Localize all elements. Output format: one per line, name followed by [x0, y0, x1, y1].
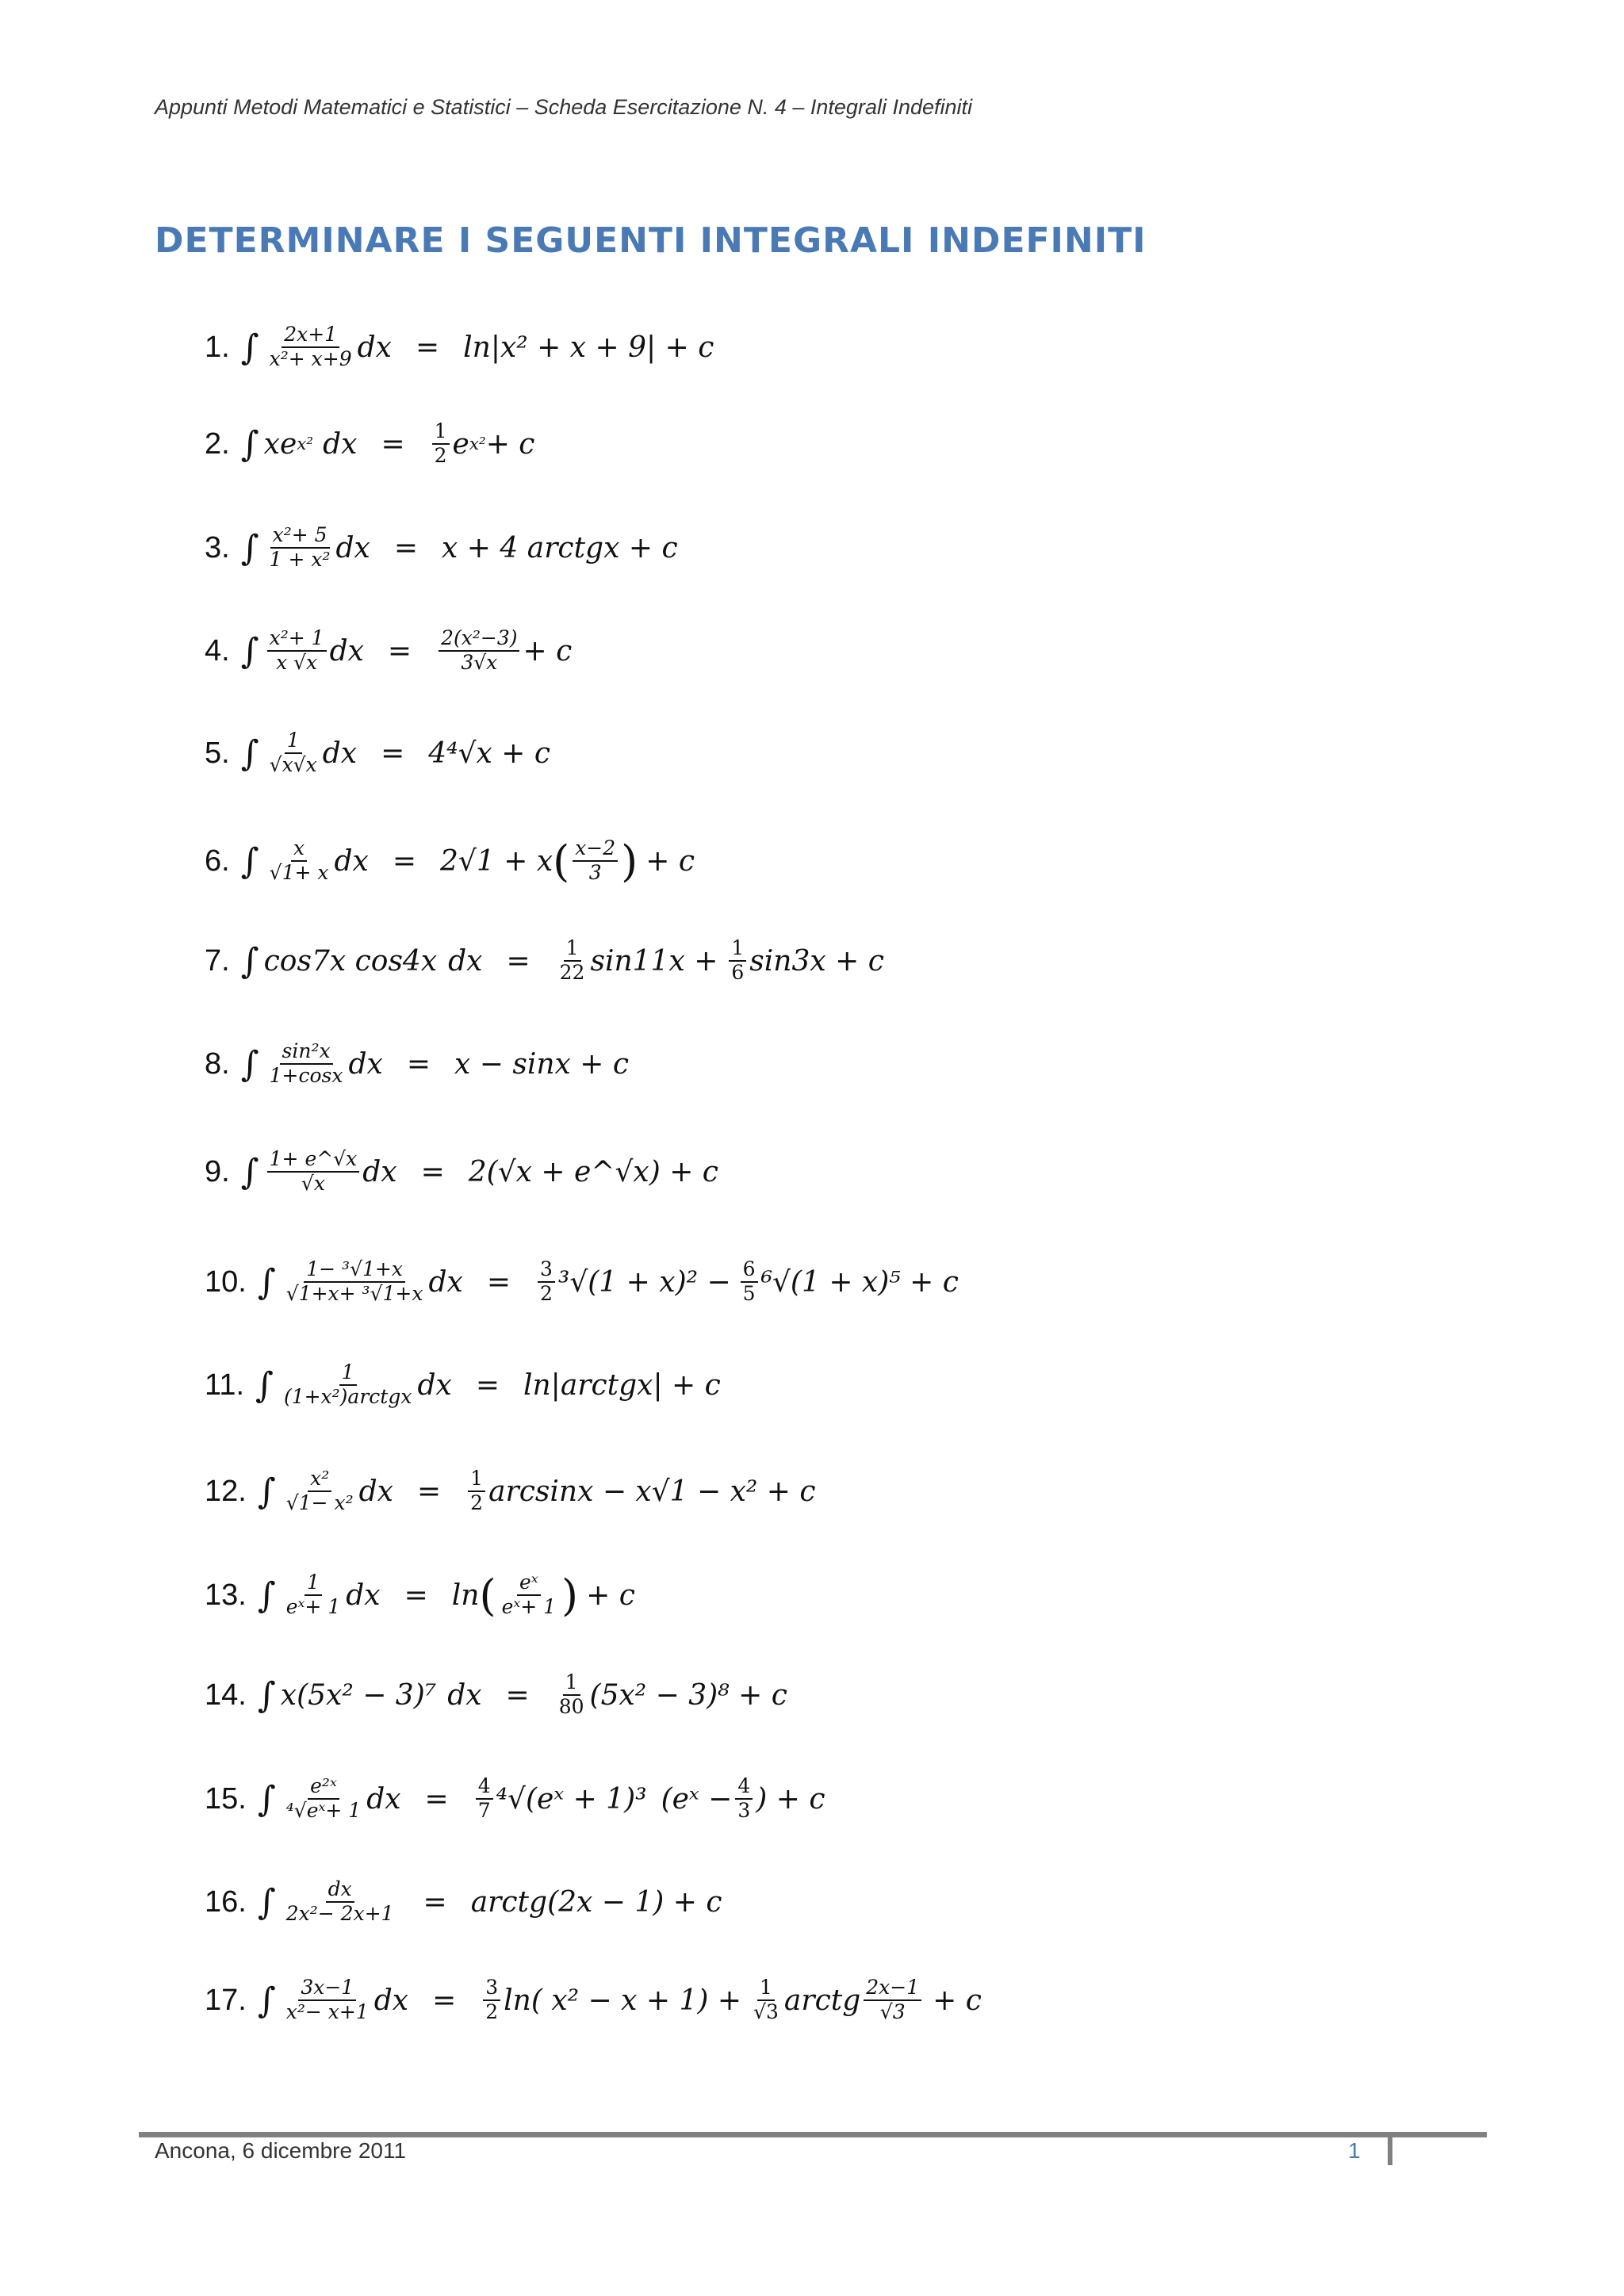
result: x − sinx + c — [454, 1047, 630, 1081]
integral-sign: ∫ — [257, 1575, 276, 1616]
coefficient-fraction — [557, 1671, 587, 1719]
result-term-2: ⁶√(1 + x)⁵ + c — [760, 1265, 959, 1299]
integrand-fraction — [267, 837, 331, 885]
integral-sign: ∫ — [240, 1151, 259, 1192]
integrand: x(5x² − 3)⁷ — [280, 1678, 437, 1712]
integrand-fraction — [267, 524, 333, 572]
numerator: x−2 — [573, 837, 618, 862]
integrand-exponent: x² — [297, 434, 314, 454]
result: arcsinx − x√1 − x² + c — [488, 1475, 816, 1508]
exercise-9 — [205, 1128, 1553, 1215]
denominator: √3 — [879, 2000, 906, 2023]
numerator: 1 — [757, 1976, 775, 2001]
numerator: x² — [308, 1468, 331, 1492]
differential: dx — [335, 531, 370, 564]
denominator: 2 — [539, 1282, 553, 1305]
integrand-fraction — [284, 1468, 356, 1515]
exercise-14 — [205, 1651, 1553, 1739]
result-term-2: sin3x + c — [749, 944, 884, 978]
differential: dx — [447, 1678, 482, 1712]
integral-sign: ∫ — [240, 327, 259, 368]
result-fraction — [573, 837, 618, 885]
integral-sign: ∫ — [255, 1364, 274, 1406]
exercise-number: 5. — [205, 736, 230, 770]
denominator: ⁴√eˣ+ 1 — [285, 1799, 362, 1822]
left-paren: ( — [479, 1570, 496, 1621]
coefficient-fraction — [432, 420, 450, 468]
result-term-1: ³√(1 + x)² − — [557, 1265, 731, 1299]
denominator: x²+ x+9 — [269, 347, 352, 370]
denominator: 80 — [558, 1695, 584, 1718]
numerator: 1 — [468, 1468, 485, 1492]
denominator: √x√x — [269, 753, 317, 776]
result-term-2: arctg — [783, 1984, 861, 2017]
differential: dx — [329, 634, 364, 668]
result-fraction — [864, 1976, 921, 2024]
equals-sign: = — [420, 1155, 445, 1188]
exercise-number: 14. — [205, 1678, 247, 1712]
numerator: sin²x — [280, 1040, 333, 1065]
exercise-number: 11. — [205, 1368, 245, 1402]
numerator: 3 — [538, 1258, 555, 1283]
differential: dx — [366, 1782, 401, 1816]
integrand-fraction — [282, 1361, 415, 1409]
differential: dx — [358, 1475, 393, 1508]
result-constant: + c — [933, 1984, 982, 2017]
result: e — [452, 427, 469, 461]
denominator: √1− x² — [285, 1491, 354, 1514]
differential: dx — [346, 1578, 381, 1612]
integrand-fraction — [284, 1258, 426, 1306]
left-paren: ( — [553, 836, 570, 886]
exercise-16 — [205, 1858, 1553, 1946]
exercise-1 — [205, 304, 1553, 391]
exercise-number: 16. — [205, 1885, 247, 1919]
denominator: 2x²− 2x+1 — [285, 1902, 394, 1925]
result: ln|arctgx| + c — [523, 1368, 721, 1402]
differential: dx — [428, 1265, 463, 1299]
exercise-12 — [205, 1448, 1553, 1535]
exercise-15 — [205, 1755, 1553, 1843]
coefficient-fraction — [557, 937, 588, 985]
numerator: 2x−1 — [864, 1976, 921, 2001]
exercise-number: 4. — [205, 633, 230, 668]
numerator: 1 — [729, 937, 746, 962]
coefficient-fraction — [538, 1258, 555, 1306]
footer-divider — [139, 2132, 1487, 2137]
result-fraction — [500, 1571, 558, 1619]
coefficient-fraction — [476, 1775, 493, 1823]
integral-sign: ∫ — [240, 940, 259, 982]
right-paren: ) — [561, 1570, 579, 1621]
numerator: 1 — [285, 729, 302, 754]
exercise-number: 6. — [205, 844, 230, 878]
differential: dx — [448, 944, 483, 978]
denominator: √1+ x — [269, 861, 329, 884]
result: 2(√x + e^√x) + c — [468, 1155, 718, 1188]
numerator: 1 — [304, 1571, 322, 1596]
numerator: 3 — [483, 1976, 500, 2001]
integral-sign: ∫ — [240, 1043, 259, 1085]
denominator: 1+cosx — [269, 1064, 343, 1087]
exercise-10 — [205, 1238, 1553, 1326]
result-term-1: sin11x + — [590, 944, 718, 978]
integrand-fraction — [267, 729, 320, 777]
result-constant: + c — [523, 634, 573, 668]
coefficient-fraction — [468, 1468, 485, 1515]
result-constant: + c — [485, 427, 535, 461]
denominator: (1+x²)arctgx — [283, 1385, 412, 1408]
result-constant: + c — [645, 844, 695, 878]
exercise-number: 1. — [205, 330, 230, 364]
denominator: √3 — [753, 2000, 779, 2023]
denominator: 6 — [731, 961, 745, 984]
numerator: e²ˣ — [308, 1775, 339, 1800]
result: 4⁴√x + c — [428, 737, 551, 770]
integral-sign: ∫ — [240, 630, 259, 672]
result-fraction — [439, 627, 519, 675]
integrand-fraction — [267, 323, 354, 371]
integral-sign: ∫ — [257, 1778, 276, 1820]
integrand-fraction — [267, 1040, 346, 1088]
exercise-7 — [205, 917, 1553, 1004]
footer-date: Ancona, 6 dicembre 2011 — [155, 2138, 407, 2163]
numerator: 6 — [741, 1258, 758, 1283]
equals-sign: = — [393, 531, 419, 564]
numerator: 1+ e^√x — [267, 1148, 360, 1173]
integral-sign: ∫ — [240, 423, 259, 465]
integral-sign: ∫ — [257, 1881, 276, 1923]
denominator: 2 — [434, 444, 447, 467]
denominator: 2 — [470, 1491, 484, 1514]
denominator: 1 + x² — [269, 548, 331, 571]
page-title: DETERMINARE I SEGUENTI INTEGRALI INDEFINITI — [155, 220, 1147, 261]
exercise-8 — [205, 1020, 1553, 1108]
integral-sign: ∫ — [257, 1980, 276, 2021]
equals-sign: = — [505, 1678, 530, 1712]
result-exponent: x² — [469, 434, 486, 454]
equals-sign: = — [424, 1782, 449, 1816]
differential: dx — [417, 1368, 452, 1402]
exercise-3 — [205, 504, 1553, 591]
numerator: 2x+1 — [282, 323, 339, 348]
exercise-number: 15. — [205, 1781, 247, 1816]
numerator: 4 — [735, 1775, 753, 1800]
denominator: √1+x+ ³√1+x — [285, 1282, 423, 1305]
equals-sign: = — [475, 1368, 500, 1402]
denominator: 3 — [737, 1799, 751, 1822]
numerator: x — [291, 837, 307, 862]
numerator: 2(x²−3) — [439, 627, 519, 652]
result: x + 4 arctgx + c — [442, 531, 678, 564]
integrand-fraction — [284, 1878, 396, 1926]
integrand-fraction — [284, 1976, 371, 2024]
numerator: 3x−1 — [298, 1976, 356, 2001]
equals-sign: = — [506, 944, 530, 978]
exercise-6 — [205, 817, 1553, 905]
result-term-2: ) + c — [756, 1782, 825, 1816]
integrand-fraction — [267, 627, 327, 675]
denominator: 7 — [477, 1799, 491, 1822]
integral-sign: ∫ — [240, 527, 259, 568]
exercise-number: 12. — [205, 1474, 247, 1508]
denominator: x √x — [276, 651, 318, 674]
denominator: 3 — [588, 861, 602, 884]
result-term-2-prefix: (eˣ − — [661, 1782, 733, 1816]
differential: dx — [348, 1047, 383, 1081]
equals-sign: = — [381, 737, 405, 770]
integral-sign: ∫ — [257, 1471, 276, 1512]
result-term-1: ln( x² − x + 1) + — [504, 1984, 742, 2017]
integrand-fraction — [284, 1571, 343, 1619]
exercise-number: 9. — [205, 1154, 230, 1188]
exercise-4 — [205, 607, 1553, 695]
equals-sign: = — [381, 427, 405, 461]
equals-sign: = — [416, 1475, 442, 1508]
differential: dx — [362, 1155, 397, 1188]
exercise-number: 2. — [205, 427, 230, 461]
coefficient-fraction — [483, 1976, 500, 2024]
coefficient-fraction — [729, 937, 746, 985]
differential: dx — [373, 1984, 409, 2017]
integrand: xe — [263, 427, 297, 461]
result-constant: + c — [586, 1578, 635, 1612]
numerator: 4 — [476, 1775, 493, 1800]
denominator: 5 — [742, 1282, 756, 1305]
differential: dx — [322, 737, 358, 770]
exercise-number: 3. — [205, 530, 230, 564]
right-paren: ) — [621, 836, 638, 886]
equals-sign: = — [387, 634, 412, 668]
integrand-fraction — [284, 1775, 363, 1823]
result: arctg(2x − 1) + c — [470, 1885, 722, 1919]
exercise-number: 7. — [205, 943, 230, 978]
denominator: 22 — [559, 961, 585, 984]
numerator: 1 — [564, 937, 581, 962]
result-term-1: ⁴√(eˣ + 1)³ — [496, 1782, 647, 1816]
numerator: eˣ — [517, 1571, 541, 1596]
page-number: 1 — [1348, 2138, 1361, 2163]
footer-tick — [1388, 2137, 1392, 2165]
exercise-number: 8. — [205, 1047, 230, 1081]
integral-sign: ∫ — [240, 840, 259, 882]
exercise-number: 17. — [205, 1983, 247, 2017]
denominator: eˣ+ 1 — [285, 1595, 341, 1618]
exercise-5 — [205, 710, 1553, 797]
equals-sign: = — [404, 1578, 428, 1612]
numerator: x²+ 5 — [270, 524, 330, 549]
exercise-2 — [205, 400, 1553, 488]
integrand-fraction — [267, 1148, 360, 1196]
differential: dx — [323, 427, 358, 461]
numerator: 1 — [432, 420, 450, 445]
result: ln|x² + x + 9| + c — [463, 331, 714, 364]
exercise-number: 13. — [205, 1578, 247, 1612]
equals-sign: = — [415, 331, 440, 364]
denominator: 3√x — [461, 651, 498, 674]
numerator: dx — [326, 1878, 354, 1903]
denominator: eˣ+ 1 — [501, 1595, 557, 1618]
equals-sign: = — [423, 1885, 447, 1919]
equals-sign: = — [432, 1984, 457, 2017]
numerator: 1 — [563, 1671, 580, 1696]
integral-sign: ∫ — [240, 733, 259, 774]
numerator: 1− ³√1+x — [304, 1258, 405, 1283]
result-prefix: 2√1 + x — [440, 844, 553, 878]
differential: dx — [357, 331, 392, 364]
denominator: √x — [301, 1172, 325, 1195]
coefficient-fraction — [735, 1775, 753, 1823]
numerator: x²+ 1 — [267, 627, 327, 652]
coefficient-fraction — [741, 1258, 758, 1306]
equals-sign: = — [406, 1047, 431, 1081]
coefficient-fraction — [751, 1976, 781, 2024]
integral-sign: ∫ — [257, 1674, 276, 1716]
exercise-11 — [205, 1341, 1553, 1429]
denominator: 2 — [485, 2000, 499, 2023]
denominator: x²− x+1 — [285, 2000, 369, 2023]
exercise-17 — [205, 1957, 1553, 2044]
numerator: 1 — [339, 1361, 357, 1386]
result: (5x² − 3)⁸ + c — [589, 1678, 787, 1712]
integrand: cos7x cos4x — [263, 944, 438, 978]
integral-sign: ∫ — [257, 1261, 276, 1303]
equals-sign: = — [392, 844, 417, 878]
differential: dx — [334, 844, 369, 878]
result-prefix: ln — [451, 1578, 480, 1612]
page-header: Appunti Metodi Matematici e Statistici – Scheda Esercitazione N. 4 – Integrali Indefiniti — [155, 95, 973, 119]
exercise-13 — [205, 1552, 1553, 1639]
equals-sign: = — [486, 1265, 511, 1299]
exercise-number: 10. — [205, 1265, 247, 1299]
